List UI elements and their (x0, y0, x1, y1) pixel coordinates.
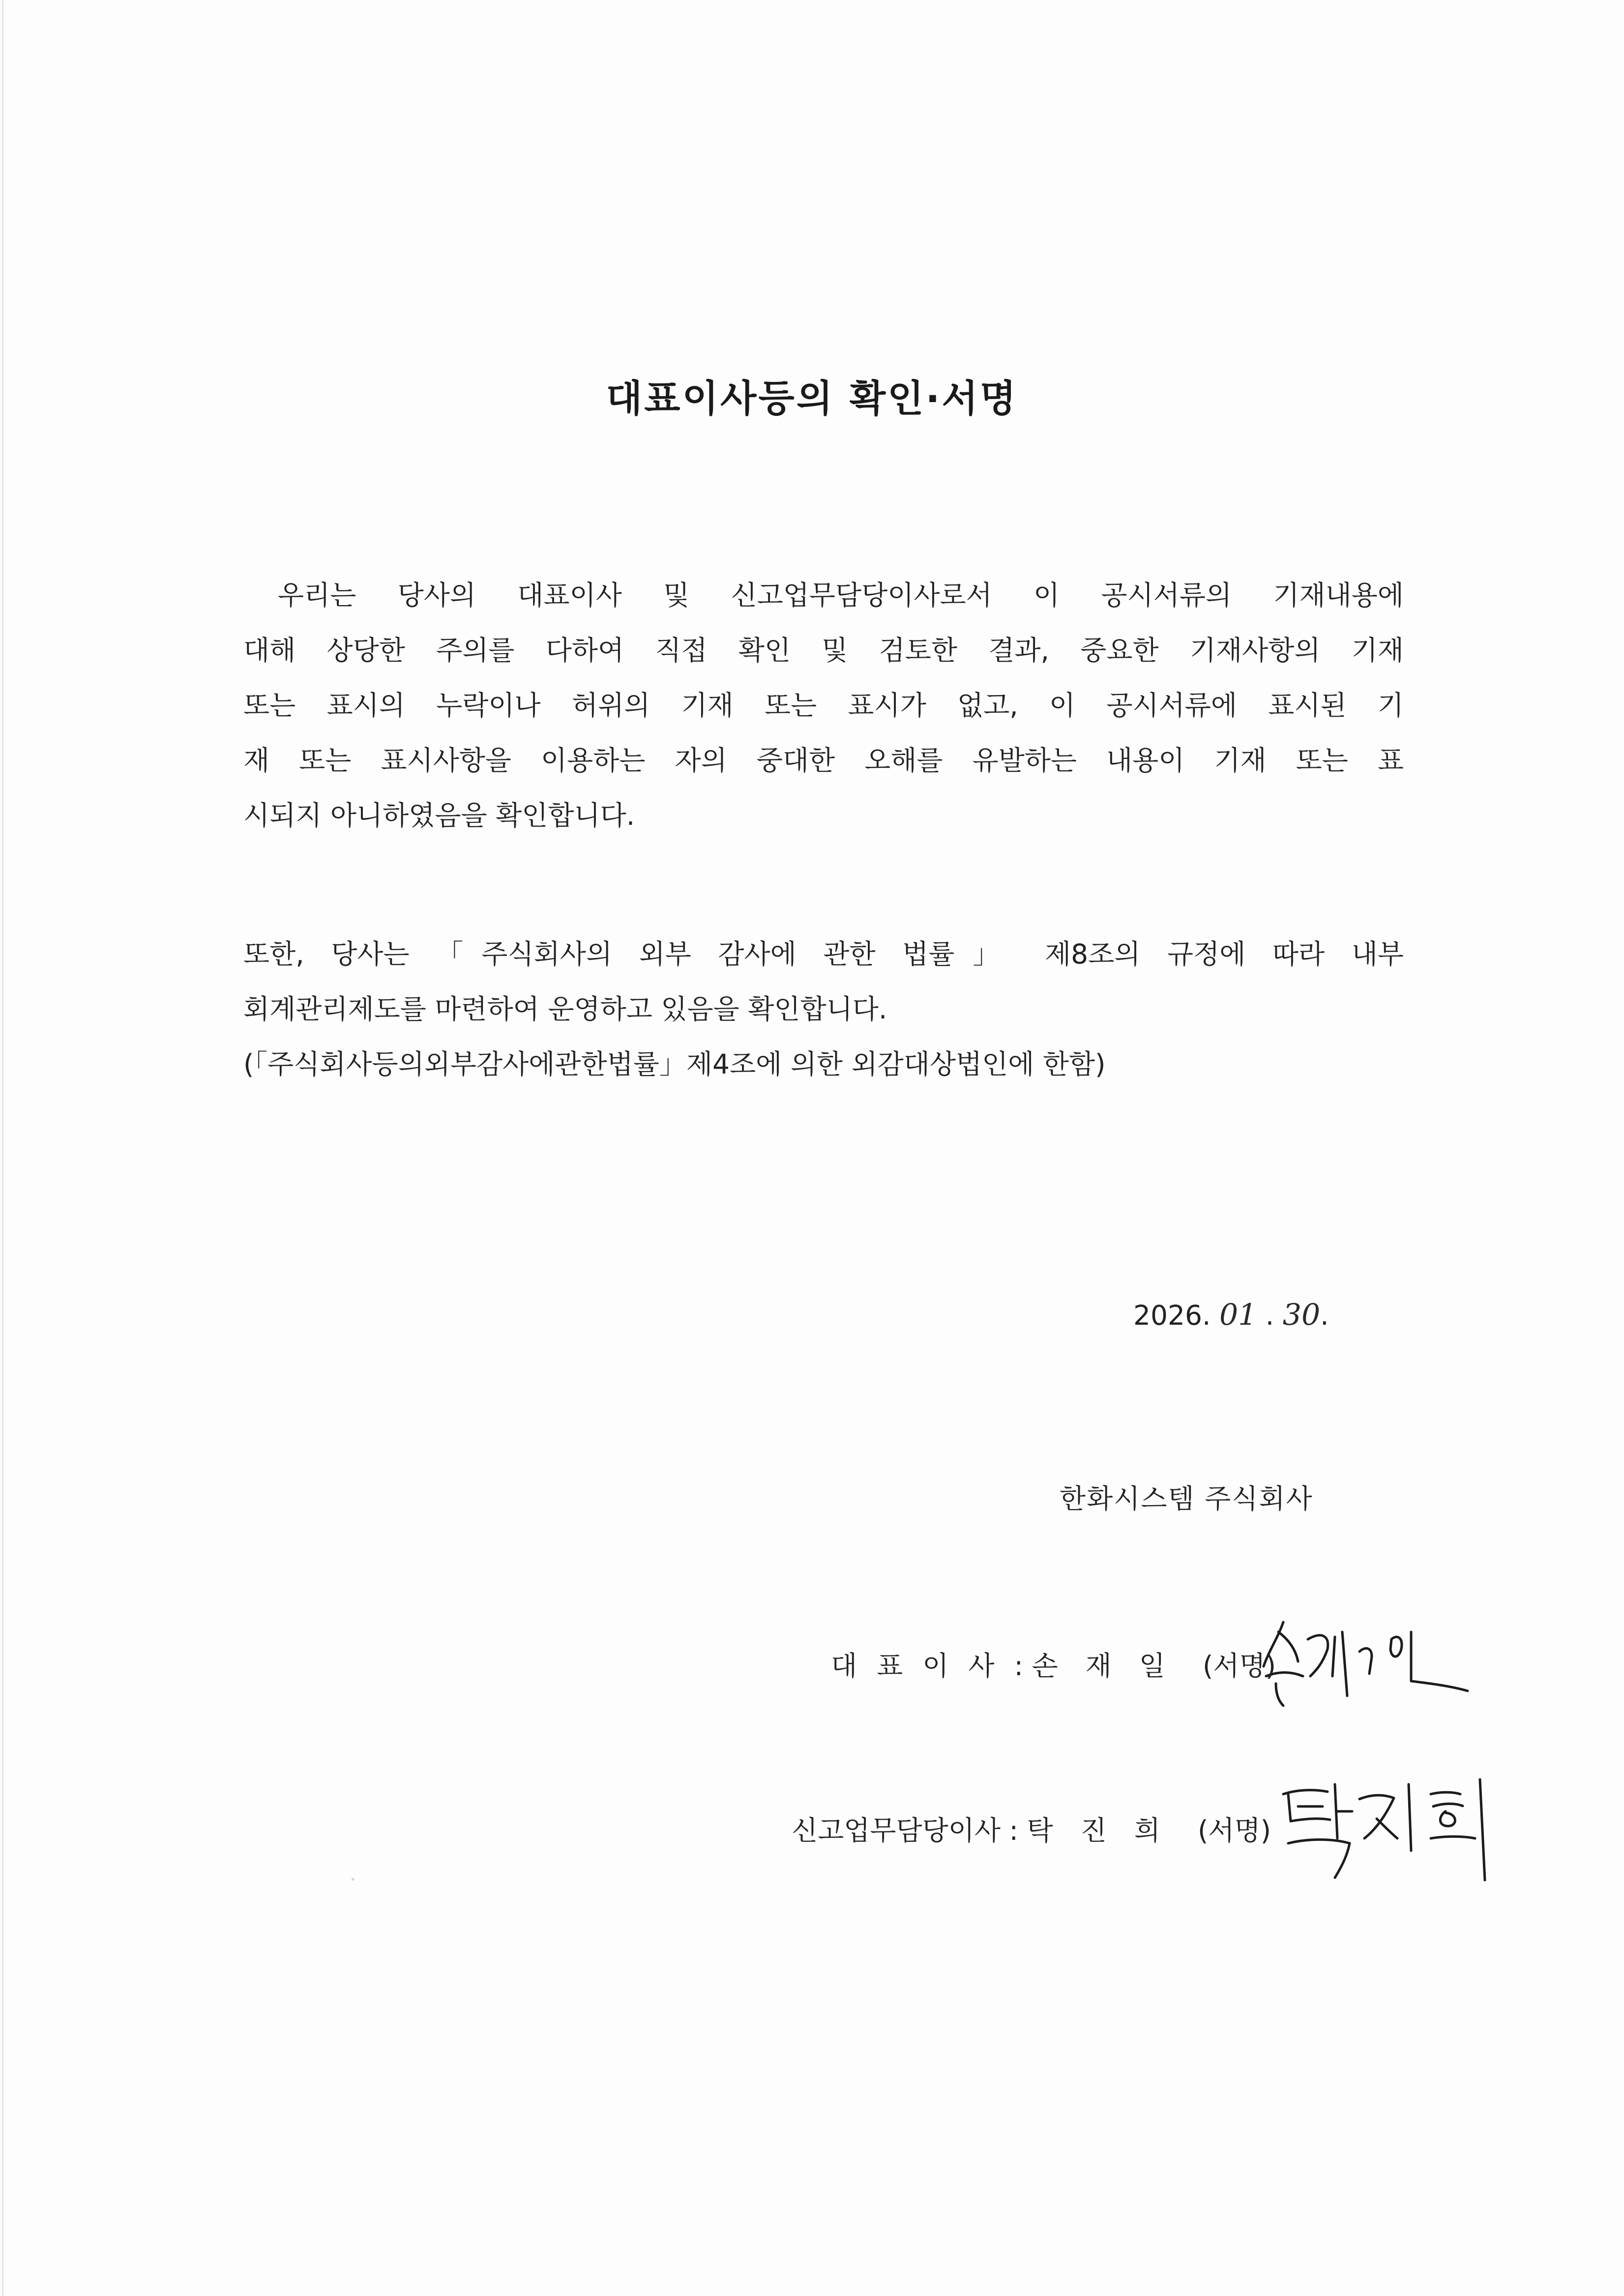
internal-control-paragraph (243, 927, 1404, 1092)
company-name: 한화시스템 주식회사 (1060, 1483, 1313, 1514)
date-separator: . (1265, 1300, 1274, 1331)
paragraph-line: 또는 표시의 누락이나 허위의 기재 또는 표시가 없고, 이 공시서류에 표시된 기 (243, 690, 1404, 721)
signing-date (1133, 1298, 1329, 1332)
officer-name: 탁진희 (1027, 1815, 1188, 1846)
ceo-title: 대표이사 (831, 1650, 1014, 1682)
confirmation-paragraph (243, 568, 1404, 843)
ceo-signature-line (831, 1644, 1276, 1683)
date-month-handwritten: 01 (1219, 1298, 1257, 1332)
date-year: 2026. (1133, 1300, 1211, 1331)
officer-handwritten-signature (1269, 1765, 1500, 1892)
paragraph-line: 회계관리제도를 마련하여 운영하고 있음을 확인합니다. (243, 993, 887, 1025)
paragraph-line: 시되지 아니하였음을 확인합니다. (243, 800, 635, 831)
sign-note: (서명) (1202, 1650, 1276, 1682)
sign-note: (서명) (1197, 1815, 1271, 1846)
paragraph-line: 또한, 당사는 「주식회사의 외부 감사에 관한 법률」 제8조의 규정에 따라 내부 (243, 938, 1404, 970)
paragraph-line: 우리는 당사의 대표이사 및 신고업무담당이사로서 이 공시서류의 기재내용에 (278, 580, 1404, 611)
paragraph-line: 재 또는 표시사항을 이용하는 자의 중대한 오해를 유발하는 내용이 기재 또는 표 (243, 745, 1404, 776)
date-separator: . (1320, 1300, 1329, 1331)
date-day-handwritten: 30 (1282, 1298, 1321, 1332)
paragraph-line: 대해 상당한 주의를 다하여 직접 확인 및 검토한 결과, 중요한 기재사항의 기재 (243, 635, 1404, 666)
officer-signature-line (792, 1809, 1271, 1848)
officer-title: 신고업무담당이사 (792, 1815, 1001, 1846)
ceo-name: 손재일 (1032, 1650, 1193, 1682)
paragraph-note: (「주식회사등의외부감사에관한법률」제4조에 의한 외감대상법인에 한함) (243, 1048, 1106, 1080)
scan-speck (352, 1878, 354, 1881)
scan-edge (2, 0, 3, 2296)
ceo-handwritten-signature (1249, 1602, 1475, 1715)
document-title: 대표이사등의 확인·서명 (606, 377, 1018, 420)
colon: : (1014, 1650, 1024, 1682)
colon: : (1009, 1815, 1019, 1846)
